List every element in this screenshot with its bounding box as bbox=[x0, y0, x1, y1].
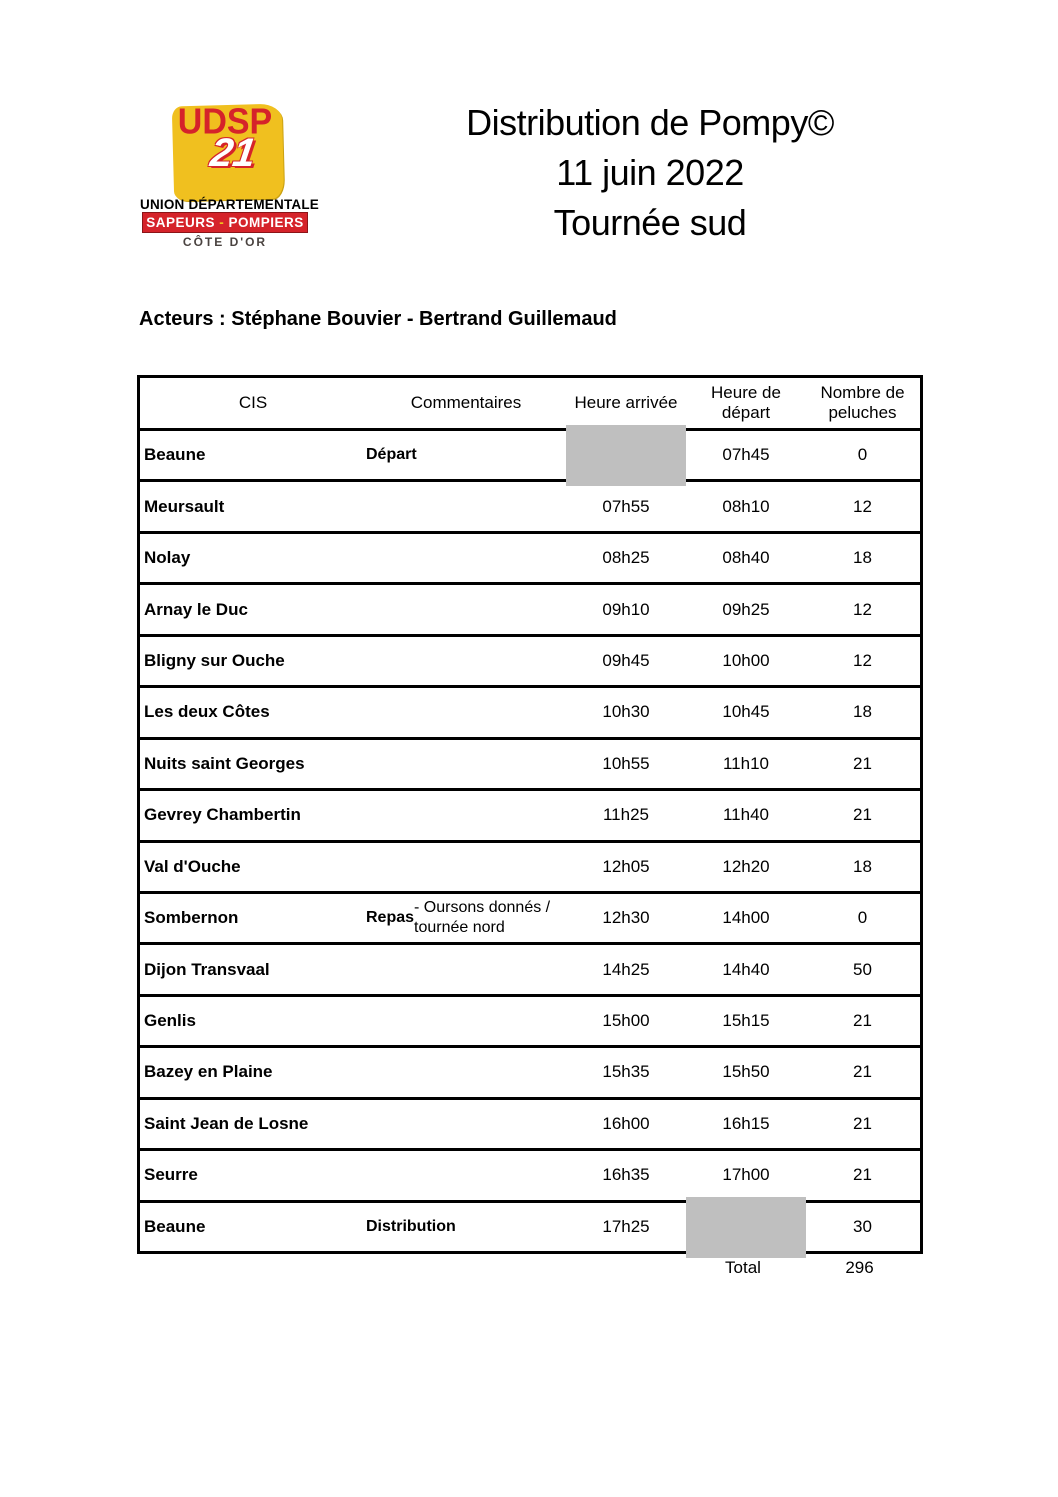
cell-heure-arrivee: 07h55 bbox=[602, 496, 650, 516]
cell-nombre-peluches: 21 bbox=[853, 1011, 872, 1031]
logo-cote-dor-text: CÔTE D'OR bbox=[182, 235, 268, 249]
cell-cis: Bazey en Plaine bbox=[144, 1062, 273, 1082]
cell-heure-arrivee: 11h25 bbox=[602, 805, 649, 825]
logo-union-departementale-text: UNION DÉPARTEMENTALE bbox=[140, 197, 319, 212]
document-title bbox=[370, 98, 930, 248]
cell-heure-depart: 08h40 bbox=[722, 548, 770, 568]
table-row bbox=[140, 482, 920, 533]
cell-heure-arrivee: 17h25 bbox=[602, 1216, 650, 1236]
cell-cis: Sombernon bbox=[144, 908, 239, 928]
cell-heure-arrivee: 09h45 bbox=[602, 650, 650, 670]
cell-heure-depart: 14h40 bbox=[722, 959, 770, 979]
cell-commentaires: Repas - Oursons donnés / tournée nord bbox=[366, 899, 551, 937]
cell-heure-depart: 11h10 bbox=[722, 753, 769, 773]
title-line-3: Tournée sud bbox=[553, 202, 747, 243]
cell-cis: Bligny sur Ouche bbox=[144, 650, 285, 670]
cell-commentaires bbox=[366, 791, 566, 839]
cell-nombre-peluches: 18 bbox=[853, 548, 872, 568]
cell-heure-depart: 17h00 bbox=[722, 1165, 770, 1185]
cell-nombre-peluches: 21 bbox=[853, 1165, 872, 1185]
actors-line: Acteurs : Stéphane Bouvier - Bertrand Guillemaud bbox=[139, 308, 617, 330]
table-row bbox=[140, 1203, 920, 1251]
table-row bbox=[140, 740, 920, 791]
cell-commentaires bbox=[366, 688, 566, 736]
table-row bbox=[140, 1151, 920, 1202]
cell-commentaires bbox=[366, 482, 566, 530]
cell-commentaires bbox=[366, 843, 566, 891]
cell-heure-depart: 15h50 bbox=[722, 1062, 770, 1082]
cell-heure-arrivee: 16h00 bbox=[602, 1113, 650, 1133]
cell-nombre-peluches: 18 bbox=[853, 856, 872, 876]
cell-commentaires bbox=[366, 945, 566, 993]
table-row bbox=[140, 791, 920, 842]
total-label: Total bbox=[725, 1258, 761, 1277]
header-heure-arrivee: Heure arrivée bbox=[574, 392, 678, 412]
table-row bbox=[140, 894, 920, 945]
cell-heure-arrivee: 12h30 bbox=[602, 908, 650, 928]
cell-cis: Val d'Ouche bbox=[144, 856, 241, 876]
table-row bbox=[140, 997, 920, 1048]
cell-heure-arrivee bbox=[566, 431, 686, 479]
cell-commentaires bbox=[366, 534, 566, 582]
table-header-row bbox=[140, 378, 920, 431]
cell-commentaires bbox=[366, 1100, 566, 1148]
cell-heure-arrivee: 15h00 bbox=[602, 1011, 650, 1031]
logo-sapeurs-text: SAPEURS bbox=[146, 215, 215, 230]
cell-nombre-peluches: 21 bbox=[853, 753, 872, 773]
table-row bbox=[140, 1048, 920, 1099]
cell-nombre-peluches: 30 bbox=[853, 1216, 872, 1236]
title-line-1: Distribution de Pompy© bbox=[466, 102, 834, 143]
cell-cis: Saint Jean de Losne bbox=[144, 1113, 309, 1133]
table-row bbox=[140, 431, 920, 482]
cell-heure-depart: 15h15 bbox=[722, 1011, 770, 1031]
header-heure-depart: Heure de départ bbox=[711, 382, 781, 422]
cell-heure-arrivee: 09h10 bbox=[602, 599, 650, 619]
cell-commentaires bbox=[366, 1048, 566, 1096]
cell-heure-depart bbox=[686, 1203, 806, 1251]
table-row bbox=[140, 843, 920, 894]
cell-cis: Nolay bbox=[144, 548, 191, 568]
logo-department-number: 21 bbox=[207, 131, 259, 175]
cell-cis: Les deux Côtes bbox=[144, 702, 270, 722]
cell-commentaires bbox=[366, 585, 566, 633]
cell-cis: Nuits saint Georges bbox=[144, 753, 305, 773]
cell-nombre-peluches: 12 bbox=[853, 496, 872, 516]
logo-pompiers-text: POMPIERS bbox=[228, 215, 304, 230]
distribution-schedule-table bbox=[137, 375, 923, 1254]
udsp21-logo bbox=[140, 95, 319, 255]
cell-cis: Dijon Transvaal bbox=[144, 959, 270, 979]
cell-heure-depart: 16h15 bbox=[722, 1113, 770, 1133]
cell-nombre-peluches: 21 bbox=[853, 1062, 872, 1082]
table-row bbox=[140, 637, 920, 688]
cell-heure-arrivee: 08h25 bbox=[602, 548, 650, 568]
cell-nombre-peluches: 12 bbox=[853, 650, 872, 670]
cell-heure-depart: 07h45 bbox=[722, 445, 770, 465]
cell-heure-depart: 14h00 bbox=[722, 908, 770, 928]
cell-nombre-peluches: 0 bbox=[857, 908, 868, 928]
cell-commentaires: Distribution bbox=[366, 1217, 456, 1235]
table-row bbox=[140, 1100, 920, 1151]
cell-commentaires bbox=[366, 1151, 566, 1199]
cell-nombre-peluches: 18 bbox=[853, 702, 872, 722]
total-value: 296 bbox=[845, 1258, 874, 1277]
cell-heure-arrivee: 12h05 bbox=[602, 856, 650, 876]
table-total-row bbox=[137, 1258, 923, 1278]
title-line-2: 11 juin 2022 bbox=[556, 152, 744, 193]
cell-nombre-peluches: 0 bbox=[857, 445, 868, 465]
cell-cis: Beaune bbox=[144, 445, 206, 465]
cell-cis: Meursault bbox=[144, 496, 225, 516]
header-commentaires: Commentaires bbox=[410, 392, 522, 412]
logo-sapeurs-pompiers-banner bbox=[143, 213, 307, 232]
cell-nombre-peluches: 21 bbox=[853, 805, 872, 825]
cell-heure-arrivee: 10h30 bbox=[602, 702, 650, 722]
cell-heure-arrivee: 14h25 bbox=[602, 959, 650, 979]
cell-heure-depart: 10h00 bbox=[722, 650, 770, 670]
cell-cis: Gevrey Chambertin bbox=[144, 805, 301, 825]
cell-cis: Beaune bbox=[144, 1216, 206, 1236]
logo-separator-glyph: - bbox=[219, 215, 225, 230]
cell-nombre-peluches: 50 bbox=[853, 959, 872, 979]
cell-heure-depart: 11h40 bbox=[722, 805, 769, 825]
cell-nombre-peluches: 21 bbox=[853, 1113, 872, 1133]
table-row bbox=[140, 585, 920, 636]
cell-cis: Seurre bbox=[144, 1165, 198, 1185]
cell-heure-depart: 12h20 bbox=[722, 856, 770, 876]
logo-udsp-text: UDSP bbox=[177, 102, 273, 142]
cell-commentaires bbox=[366, 997, 566, 1045]
table-row bbox=[140, 945, 920, 996]
cell-heure-arrivee: 10h55 bbox=[602, 753, 650, 773]
cell-heure-arrivee: 15h35 bbox=[602, 1062, 650, 1082]
cell-heure-arrivee: 16h35 bbox=[602, 1165, 650, 1185]
cell-nombre-peluches: 12 bbox=[853, 599, 872, 619]
header-nombre-peluches: Nombre de peluches bbox=[820, 382, 905, 422]
cell-commentaires bbox=[366, 740, 566, 788]
cell-commentaires bbox=[366, 637, 566, 685]
table-row bbox=[140, 534, 920, 585]
cell-heure-depart: 09h25 bbox=[722, 599, 770, 619]
header-cis: CIS bbox=[238, 392, 268, 412]
table-row bbox=[140, 688, 920, 739]
cell-cis: Arnay le Duc bbox=[144, 599, 248, 619]
cell-heure-depart: 08h10 bbox=[722, 496, 770, 516]
cell-cis: Genlis bbox=[144, 1011, 196, 1031]
cell-commentaires: Départ bbox=[366, 446, 417, 464]
cell-heure-depart: 10h45 bbox=[722, 702, 770, 722]
